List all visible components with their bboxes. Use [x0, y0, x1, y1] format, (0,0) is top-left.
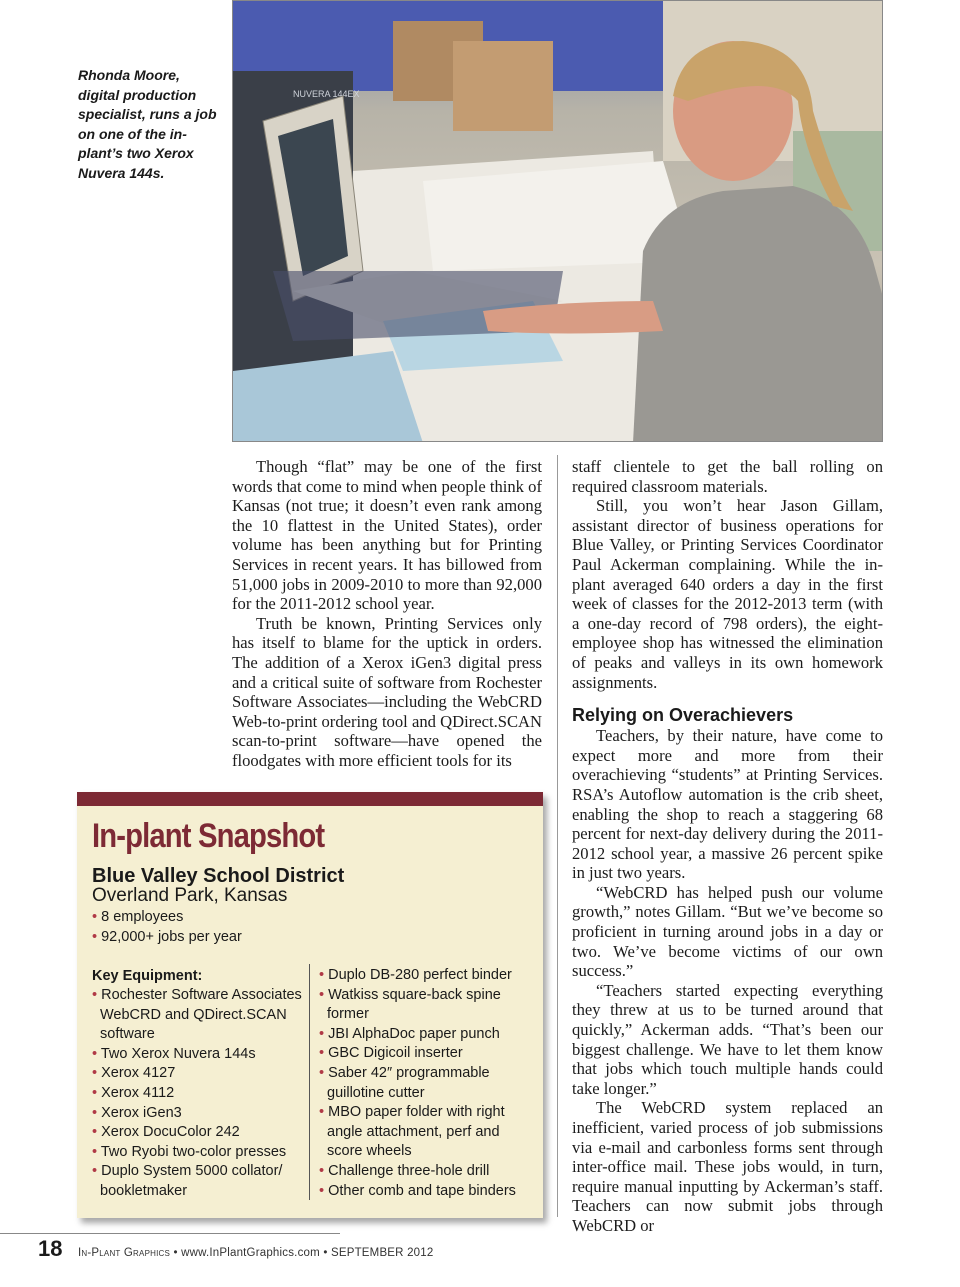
page-number: 18 [38, 1236, 63, 1261]
list-item-text: Xerox iGen3 [101, 1104, 182, 1121]
list-item [319, 966, 519, 986]
list-item [92, 928, 392, 948]
bullet-icon: • [92, 1065, 102, 1082]
footer-rule [0, 1233, 340, 1234]
list-item-text: Duplo System 5000 collator/ bookletmaker [100, 1163, 283, 1199]
article-column-2 [572, 457, 883, 1236]
bullet-icon: • [92, 987, 102, 1003]
paragraph: Truth be known, Printing Services only has itself to blame for the uptick in orders. The addition of a Xerox iGen3 digital press and a critical suite of software from Rochester Software Associates—including the WebCRD Web-to-print ordering tool and QDirect.SCAN scan-to-print software—have opened the floodgates with more efficient tools for its [232, 613, 542, 770]
list-item-text: Rochester Software Associates WebCRD and QDirect.SCAN software [100, 987, 302, 1043]
list-item [319, 1103, 519, 1162]
list-item [319, 1162, 519, 1182]
bullet-icon: • [319, 986, 329, 1003]
organization-name: Blue Valley School District [92, 865, 345, 887]
bullet-icon: • [92, 928, 102, 945]
paragraph: The WebCRD system replaced an inefficient, varied process of job submissions via e-mail and carbonless forms sent through inter-office mail. These jobs would, in turn, require manual inputting by Ackerman’s staff. Teachers can now submit jobs through WebCRD or [572, 1098, 883, 1235]
bullet-icon: • [92, 909, 102, 925]
list-item-text: Xerox 4127 [101, 1065, 176, 1082]
bullet-icon: • [319, 1104, 329, 1121]
column-divider [557, 455, 558, 1217]
list-item [92, 1064, 302, 1084]
paragraph: staff clientele to get the ball rolling on required classroom materials. [572, 457, 883, 496]
list-item-text: Challenge three-hole drill [328, 1162, 490, 1179]
bullet-icon: • [319, 1025, 329, 1042]
list-item-text: 92,000+ jobs per year [101, 928, 242, 945]
bullet-icon: • [92, 1045, 101, 1062]
sidebar-column-divider [309, 964, 310, 1200]
paragraph: Still, you won’t hear Jason Gillam, assistant director of business operations for Blue Valley, or Printing Services Coordinator Paul Ackerman complaining. While the in-plant averaged 640 orders a day in the first week of classes for the 2012-2013 term (with a one-day record of 798 orders), the eight-employee shop has witnessed the elimination of peaks and valleys in its own homework assignments. [572, 496, 883, 692]
list-item-text: JBI AlphaDoc paper punch [328, 1025, 500, 1042]
bullet-icon: • [319, 1162, 329, 1179]
magazine-name: In-Plant Graphics [78, 1247, 171, 1259]
machine-label: NUVERA 144EX [293, 89, 360, 99]
bullet-icon: • [92, 1084, 102, 1101]
list-item [319, 986, 519, 1025]
equipment-heading: Key Equipment: [92, 968, 203, 984]
list-item-text: GBC Digicoil inserter [328, 1045, 463, 1062]
list-item [319, 1044, 519, 1064]
equipment-list-2 [319, 966, 519, 1201]
list-item [92, 908, 392, 928]
article-column-1 [232, 457, 542, 771]
issue-date: SEPTEMBER 2012 [330, 1247, 434, 1259]
bullet-icon: • [92, 1163, 102, 1180]
bullet-icon: • [319, 1045, 329, 1062]
bullet-icon: • [319, 1182, 329, 1199]
bullet-icon: • [319, 1064, 329, 1081]
list-item [92, 1162, 302, 1201]
paragraph: Teachers, by their nature, have come to expect more and more from their overachieving “students” at Printing Services. RSA’s Autoflow automation is the crib sheet, enabling the shop to reach a staggering 68 percent for next-day delivery during the 2011-2012 school year, a massive 26 percent spike in just two years. [572, 726, 883, 883]
list-item [92, 1104, 302, 1124]
website-link[interactable]: www.InPlantGraphics.com [181, 1247, 320, 1259]
boxes [453, 41, 553, 131]
sidebar-top-bar [77, 792, 543, 806]
person-shirt [633, 186, 883, 442]
list-item [92, 1143, 302, 1163]
photo-illustration [233, 1, 883, 442]
equipment-list-1 [92, 986, 302, 1202]
list-item-text: 8 employees [101, 909, 184, 925]
list-item-text: Two Xerox Nuvera 144s [100, 1045, 256, 1062]
list-item-text: Saber 42″ programmable guillotine cutter [327, 1064, 490, 1101]
list-item-text: MBO paper folder with right angle attachment, perf and score wheels [327, 1104, 505, 1160]
bullet-icon: • [319, 967, 329, 983]
separator: • [173, 1247, 178, 1259]
list-item-text: Two Ryobi two-color presses [100, 1143, 287, 1160]
list-item [319, 1064, 519, 1103]
list-item [92, 1045, 302, 1065]
page-footer [78, 1246, 433, 1260]
paragraph: “Teachers started expecting everything they threw at us to be turned around that quickly,” Ackerman adds. “That’s been our biggest challenge. We have to let them know that jobs which touch multiple hands could take longer.” [572, 980, 883, 1098]
list-item [92, 1123, 302, 1143]
separator: • [323, 1247, 328, 1259]
list-item-text: Xerox DocuColor 242 [101, 1124, 240, 1141]
bullet-icon: • [92, 1104, 102, 1121]
list-item [319, 1025, 519, 1045]
list-item-text: Other comb and tape binders [328, 1182, 516, 1199]
list-item-text: Duplo DB-280 perfect binder [328, 967, 512, 983]
paragraph: “WebCRD has helped push our volume growth,” notes Gillam. “But we’ve become so proficient in turning around jobs in a day or two. We’ve become victims of our own success.” [572, 882, 883, 981]
list-item [319, 1182, 519, 1202]
organization-location: Overland Park, Kansas [92, 885, 288, 906]
bullet-icon: • [92, 1124, 102, 1141]
photo-caption: Rhonda Moore, digital production specialist, runs a job on one of the in-plant’s two Xerox Nuvera 144s. [78, 67, 217, 181]
subhead: Relying on Overachievers [572, 705, 794, 726]
list-item [92, 986, 302, 1045]
list-item-text: Watkiss square-back spine former [327, 986, 501, 1023]
article-photo [232, 0, 883, 442]
paragraph: Though “flat” may be one of the first words that come to mind when people think of Kansas (not true; it doesn’t even rank among the 10 flattest in the United States), order volume has been anything but for Printing Services in recent years. It has billowed from 51,000 jobs in 2009-2010 to more than 92,000 for the 2011-2012 school year. [232, 457, 542, 614]
bullet-icon: • [92, 1143, 101, 1160]
list-item-text: Xerox 4112 [101, 1084, 175, 1101]
list-item [92, 1084, 302, 1104]
snapshot-sidebar [77, 792, 543, 1218]
sidebar-title: In-plant Snapshot [92, 817, 325, 855]
facts-list [92, 908, 392, 947]
